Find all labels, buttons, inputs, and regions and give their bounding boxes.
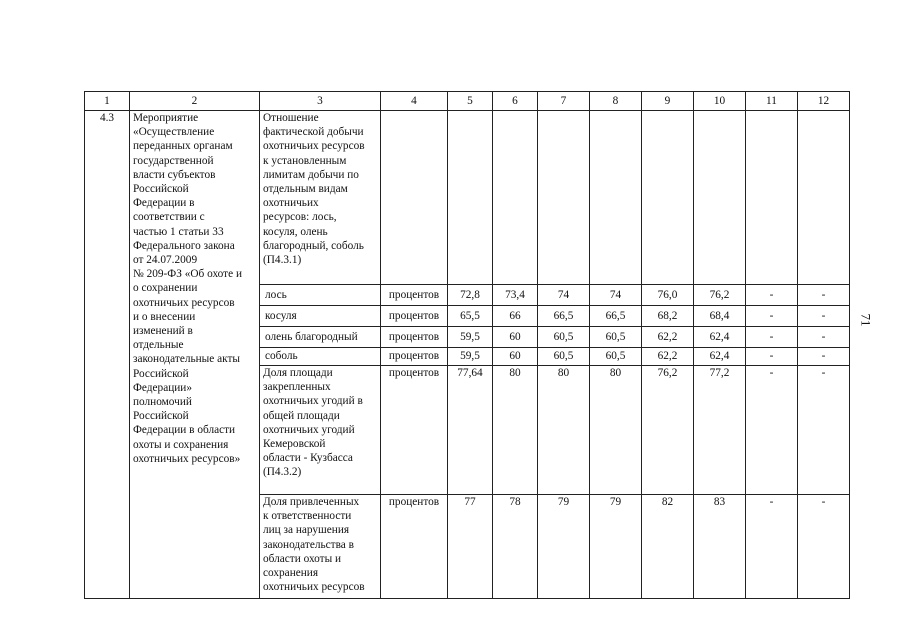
value-cell: 62,2 [642,348,694,366]
value-cell: - [746,366,798,495]
value-cell: - [798,285,850,306]
value-cell: 80 [590,366,642,495]
unit-cell: процентов [381,306,448,327]
unit-cell: процентов [381,495,448,599]
header-cell: 8 [590,92,642,111]
header-row [85,92,850,111]
page-number: 71 [858,313,874,327]
value-cell: 77,64 [448,366,493,495]
value-cell: - [746,495,798,599]
indicators-table-container [84,91,850,599]
value-cell: 68,2 [642,306,694,327]
value-cell: 60,5 [538,327,590,348]
unit-cell: процентов [381,348,448,366]
value-cell: 59,5 [448,327,493,348]
header-cell: 9 [642,92,694,111]
value-cell: 66,5 [590,306,642,327]
species-name-cell: лось [260,285,381,306]
value-cell: - [798,348,850,366]
value-cell: 62,4 [694,348,746,366]
value-cell: 73,4 [493,285,538,306]
value-cell: 65,5 [448,306,493,327]
value-cell: 60 [493,327,538,348]
header-cell: 6 [493,92,538,111]
value-cell: 80 [538,366,590,495]
value-cell: 60,5 [590,327,642,348]
indicators-table [84,91,850,599]
value-cell: 74 [538,285,590,306]
indicator-cell: Доля привлеченных к ответственности лиц за нарушения законодательства в области охоты и сохранения охотничьих ресурсов [260,495,381,599]
value-cell: 82 [642,495,694,599]
species-name-cell: соболь [260,348,381,366]
value-cell: 60 [493,348,538,366]
value-cell: 74 [590,285,642,306]
value-cell: - [746,306,798,327]
unit-cell: процентов [381,285,448,306]
value-cell: 77 [448,495,493,599]
value-cell: 72,8 [448,285,493,306]
value-cell: 66,5 [538,306,590,327]
value-cell: 79 [538,495,590,599]
species-name-cell: косуля [260,306,381,327]
indicator-cell: Отношение фактической добычи охотничьих ресурсов к установленным лимитам добычи по отдельным видам охотничьих ресурсов: лось, косуля, олень благородный, соболь (П4.3.1) [260,111,381,285]
indicator-row [85,111,850,285]
value-cell: 76,0 [642,285,694,306]
header-cell: 7 [538,92,590,111]
value-cell: - [746,348,798,366]
value-cell: 59,5 [448,348,493,366]
value-cell: 79 [590,495,642,599]
measure-cell: Мероприятие «Осуществление переданных органам государственной власти субъектов Российской Федерации в соответствии с частью 1 статьи 33 Федерального закона от 24.07.2009 № 209-ФЗ «Об охоте и о сохранении охотничьих ресурсов и о внесении изменений в отдельные законодательные акты Российской Федерации» полномочий Российской Федерации в области охоты и сохранения охотничьих ресурсов» [130,111,260,599]
header-cell: 12 [798,92,850,111]
value-cell: 77,2 [694,366,746,495]
value-cell: - [798,495,850,599]
value-cell: - [746,327,798,348]
value-cell: - [798,327,850,348]
value-cell: 80 [493,366,538,495]
value-cell: 76,2 [642,366,694,495]
header-cell: 11 [746,92,798,111]
unit-cell: процентов [381,366,448,495]
value-cell: 68,4 [694,306,746,327]
header-cell: 4 [381,92,448,111]
unit-cell: процентов [381,327,448,348]
value-cell: - [798,366,850,495]
value-cell: 78 [493,495,538,599]
header-cell: 10 [694,92,746,111]
indicator-cell: Доля площади закрепленных охотничьих угодий в общей площади охотничьих угодий Кемеровской области - Кузбасса (П4.3.2) [260,366,381,495]
header-cell: 1 [85,92,130,111]
value-cell: 62,4 [694,327,746,348]
species-name-cell: олень благородный [260,327,381,348]
value-cell: - [798,306,850,327]
header-cell: 3 [260,92,381,111]
value-cell: 83 [694,495,746,599]
value-cell: - [746,285,798,306]
header-cell: 5 [448,92,493,111]
value-cell: 66 [493,306,538,327]
row-number-cell: 4.3 [85,111,130,599]
header-cell: 2 [130,92,260,111]
value-cell: 76,2 [694,285,746,306]
value-cell: 62,2 [642,327,694,348]
value-cell: 60,5 [590,348,642,366]
value-cell: 60,5 [538,348,590,366]
